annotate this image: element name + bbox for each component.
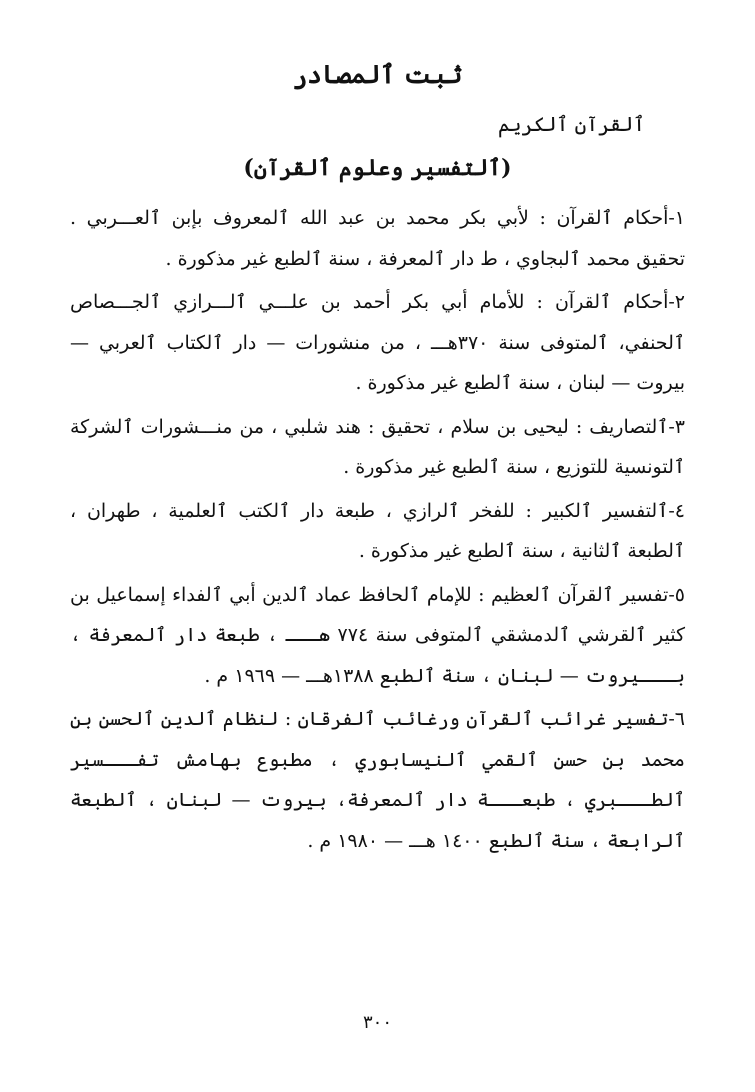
page-number: ٣٠٠ <box>362 1012 392 1033</box>
bibliography-list <box>70 198 685 864</box>
page-title: ثبت ٱلمصادر <box>292 60 463 89</box>
section-heading: (ٱلتفسير وعلوم ٱلقرآن) <box>243 155 512 181</box>
bibliography-entry-2: ٢-أحكام ٱلقرآن : للأمام أبي بكر أحمد بن علـــي ٱلـــرازي ٱلجـــصاص ٱلحنفي، ٱلمتوفى سنة ٣٧٠هـــ ، من منشورات — دار ٱلكتاب ٱلعربي — بيروت — لبنان ، سنة ٱلطبع غير مذكورة . <box>70 291 685 394</box>
bibliography-entry-6: ٦-تفسير غرائب ٱلقرآن ورغائب ٱلفرقان : لنظام ٱلدين ٱلحسن بن محمد بن حسن ٱلقمي ٱلنيسابوري ، مطبوع بهامش تفـــسير ٱلطـــبري ، طبعـــة دار ٱلمعرفة، بيروت — لبنان ، ٱلطبعة ٱلرابعة ، سنة ٱلطبع ١٤٠٠ هـــ — ١٩٨٠ م . <box>70 708 685 852</box>
bibliography-entry-5: ٥-تفسير ٱلقرآن ٱلعظيم : للإمام ٱلحافظ عماد ٱلدين أبي ٱلفداء إسماعيل بن كثير ٱلقرشي ٱلدمشقي ٱلمتوفى سنة ٧٧٤ هـــ ، طبعة دار ٱلمعرفة ، بـــيروت — لبنان ، سنة ٱلطبع ١٣٨٨هـــ — ١٩٦٩ م . <box>70 583 685 687</box>
bibliography-entry-3: ٣-ٱلتصاريف : ليحيى بن سلام ، تحقيق : هند شلبي ، من منـــشورات ٱلشركة ٱلتونسية للتوزيع ، سنة ٱلطبع غير مذكورة . <box>70 415 685 478</box>
opening-line: ٱلقرآن ٱلكريم <box>498 112 645 136</box>
bibliography-entry-1: ١-أحكام ٱلقرآن : لأبي بكر محمد بن عبد الله ٱلمعروف بإبن ٱلعـــربي . تحقيق محمد ٱلبجاوي ، ط دار ٱلمعرفة ، سنة ٱلطبع غير مذكورة . <box>70 207 685 270</box>
bibliography-entry-4: ٤-ٱلتفسير ٱلكبير : للفخر ٱلرازي ، طبعة دار ٱلكتب ٱلعلمية ، طهران ، ٱلطبعة ٱلثانية ، سنة ٱلطبع غير مذكورة . <box>70 499 685 562</box>
